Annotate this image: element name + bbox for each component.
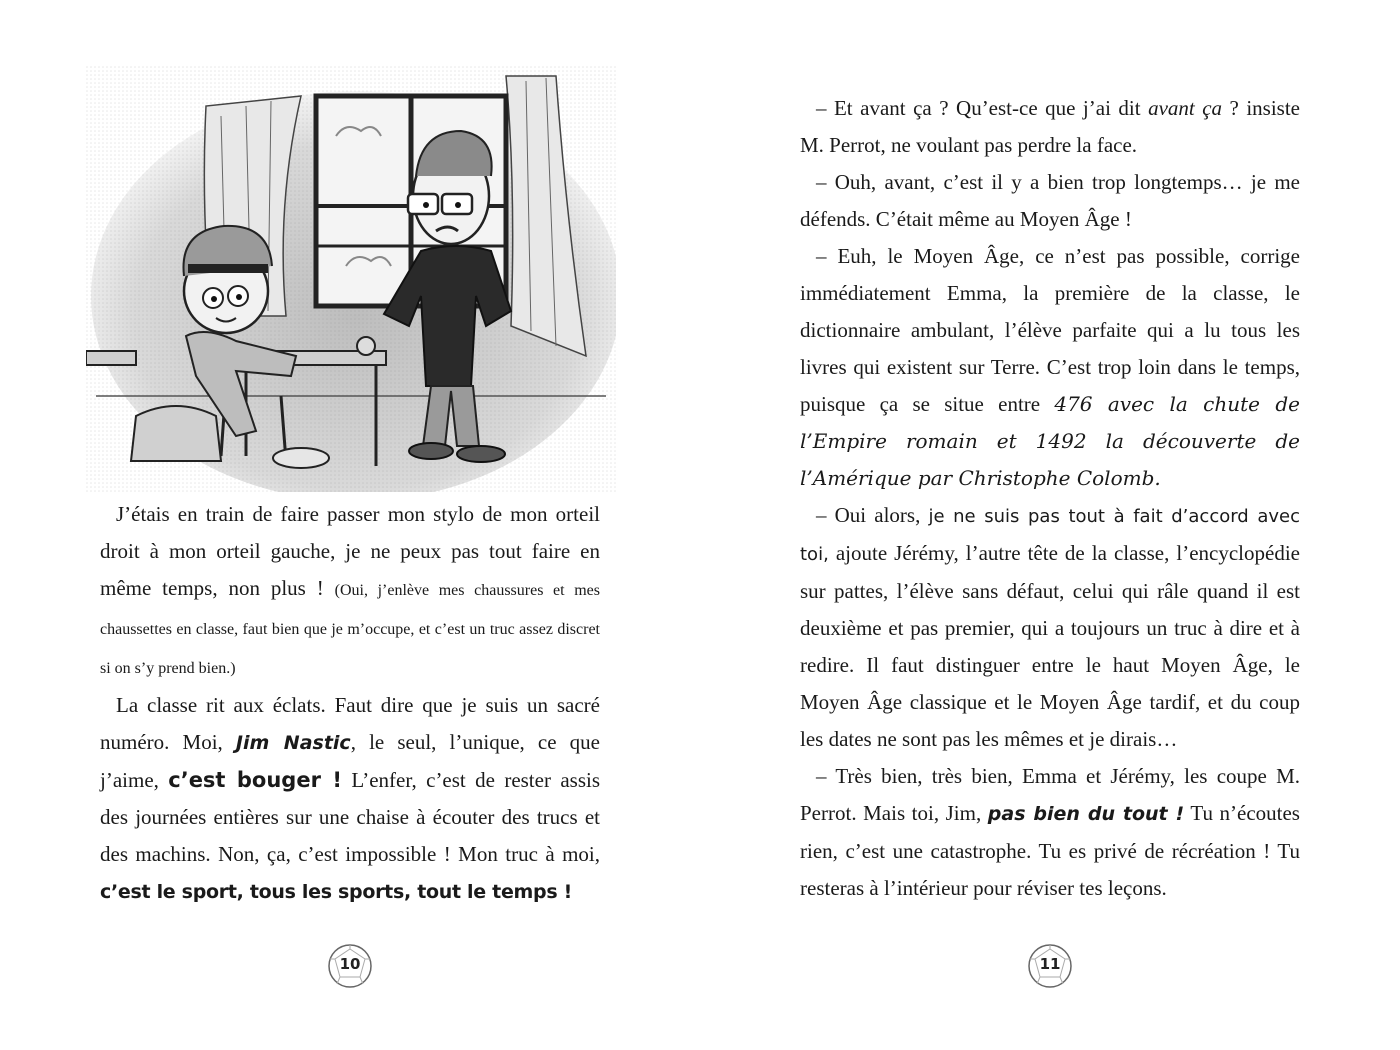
text-segment: , le seul, l’unique, ce que j’aime,	[100, 730, 601, 792]
paragraph	[100, 687, 600, 911]
page-number-label: 10	[339, 955, 361, 973]
emphasis-text: pas bien du tout !	[987, 803, 1185, 825]
text-segment: L’enfer, c’est de rester assis des journées entières sur une chaise à écouter des trucs et des machins. Non, ça, c’est impossible ! Mon truc à moi,	[100, 768, 600, 866]
page-number	[1027, 943, 1073, 989]
classroom-scene-icon	[86, 66, 616, 492]
paragraph	[800, 497, 1300, 758]
script-text: 476 avec la chute de l’Empire romain et 1492 la découverte de l’Amérique par Christophe Colomb.	[800, 392, 1300, 490]
character-name: Jim Nastic	[235, 732, 351, 754]
emphasis-text: c’est le sport, tous les sports, tout le temps !	[100, 881, 573, 903]
text-segment: ? insiste M. Perrot, ne voulant pas perdre la face.	[800, 96, 1300, 157]
text-segment: Tu n’écoutes rien, c’est une catastrophe. Tu es privé de récréation ! Tu resteras à l’intérieur pour réviser tes leçons.	[800, 801, 1300, 900]
emphasis-text: c’est bouger !	[168, 768, 342, 792]
paragraph	[800, 238, 1300, 497]
italic-text: avant ça	[1148, 96, 1223, 120]
page-number-label: 11	[1039, 955, 1061, 973]
text-segment: ajoute Jérémy, l’autre tête de la classe, l’encyclopédie sur pattes, l’élève sans défaut, celui qui râle quand il est deuxième et pas premier, qui a toujours un truc à dire et à redire. Il faut distinguer entre le haut Moyen Âge, le Moyen Âge classique et le Moyen Âge tardif, et du coup les dates ne sont pas les mêmes et je dirais…	[800, 541, 1300, 751]
text-segment-small: (Oui, j’enlève mes chaussures et mes chaussettes en classe, faut bien que je m’occupe, et c’est un truc assez discret si on s’y prend bien.)	[100, 582, 600, 677]
classroom-illustration	[86, 66, 616, 492]
text-segment: – Oui alors,	[816, 503, 929, 527]
text-segment: J’étais en train de faire passer mon stylo de mon orteil droit à mon orteil gauche, je ne peux pas tout faire en même temps, non plus !	[100, 502, 600, 600]
left-page-text	[100, 496, 600, 911]
paragraph	[100, 496, 600, 687]
text-segment: La classe rit aux éclats. Faut dire que je suis un sacré numéro. Moi,	[100, 693, 600, 754]
text-segment: – Ouh, avant, c’est il y a bien trop longtemps… je me défends. C’était même au Moyen Âge !	[800, 170, 1300, 231]
handwritten-text: je ne suis pas tout à fait d’accord avec toi,	[800, 506, 1300, 565]
paragraph	[800, 758, 1300, 907]
paragraph	[800, 164, 1300, 238]
paragraph	[800, 90, 1300, 164]
page-number	[327, 943, 373, 989]
text-segment: – Et avant ça ? Qu’est-ce que j’ai dit	[816, 96, 1149, 120]
text-segment: – Très bien, très bien, Emma et Jérémy, les coupe M. Perrot. Mais toi, Jim,	[800, 764, 1300, 825]
text-segment: – Euh, le Moyen Âge, ce n’est pas possible, corrige immédiatement Emma, la première de la classe, le dictionnaire ambulant, l’élève parfaite qui a lu tous les livres qui existent sur Terre. C’est trop loin dans le temps, puisque ça se situe entre	[800, 244, 1300, 416]
right-page-text	[800, 90, 1300, 907]
right-page	[700, 0, 1400, 1050]
